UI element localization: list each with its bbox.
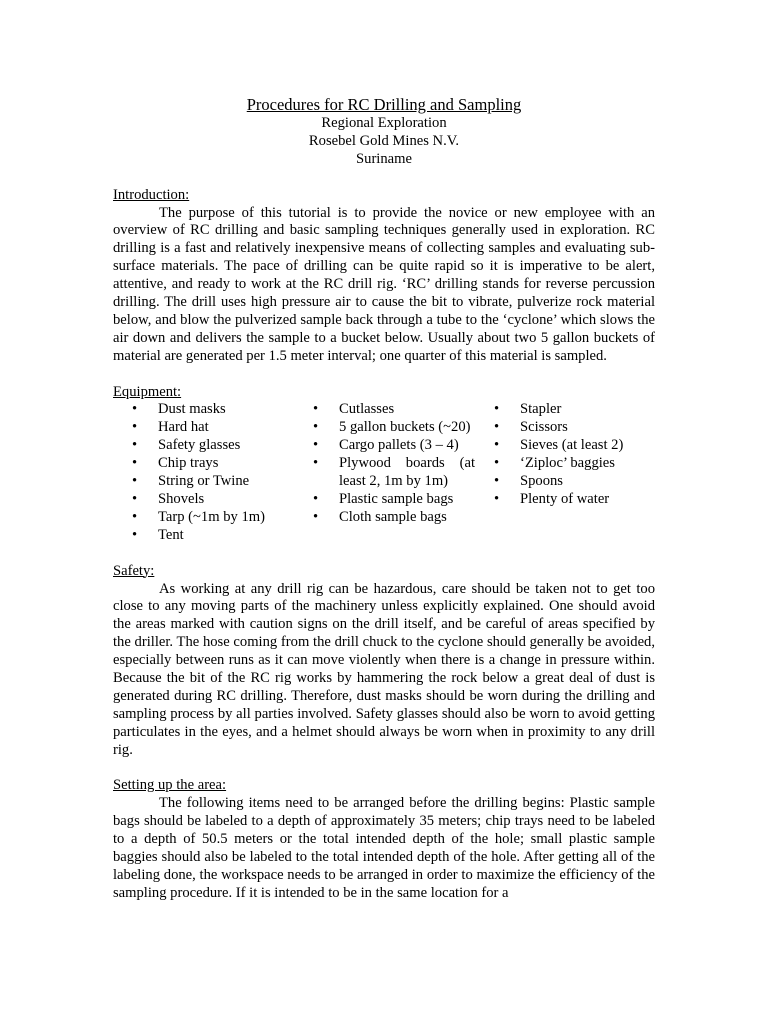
equipment-item-label: Tent: [158, 526, 184, 543]
equipment-item-label: Sieves (at least 2): [520, 437, 624, 454]
equipment-item-label: ‘Ziploc’ baggies: [520, 455, 615, 472]
equipment-item-label: Stapler: [520, 401, 562, 418]
introduction-heading: Introduction:: [113, 186, 190, 203]
bullet-icon: •: [132, 401, 138, 418]
introduction-paragraph: The purpose of this tutorial is to provide the novice or new employee with an overview of RC drilling and basic sampling techniques generally used in exploration. RC drilling is a fast and relatively inexpensive means of collecting samples and evaluating sub-surface materials. The pace of drilling can be quite rapid so it is imperative to be alert, attentive, and ready to work at the RC drill rig. ‘RC’ drilling stands for reverse percussion drilling. The drill uses high pressure air to cause the bit to vibrate, pulverize rock material below, and blow the pulverized sample back through a tube to the ‘cyclone’ which slows the air down and delivers the sample to a bucket below. Usually about two 5 gallon buckets of material are generated per 1.5 meter interval; one quarter of this material is sampled.: [113, 204, 655, 364]
equipment-section: [113, 384, 655, 545]
bullet-icon: •: [132, 491, 138, 507]
bullet-icon: •: [132, 455, 138, 472]
equipment-item-label: Plastic sample bags: [339, 491, 454, 507]
equipment-item-label: String or Twine: [158, 473, 250, 490]
equipment-item: [475, 455, 655, 473]
safety-section: [113, 563, 655, 760]
equipment-item: [475, 401, 655, 419]
safety-heading: Safety:: [113, 562, 155, 579]
equipment-item: [113, 419, 294, 437]
equipment-item: [113, 527, 294, 545]
equipment-item: [475, 491, 655, 509]
equipment-column-2: [294, 401, 475, 544]
bullet-icon: •: [132, 473, 138, 490]
bullet-icon: •: [313, 401, 319, 418]
equipment-item: [294, 455, 475, 491]
introduction-section: [113, 187, 655, 366]
equipment-column-1: [113, 401, 294, 544]
equipment-item: [475, 419, 655, 437]
bullet-icon: •: [313, 455, 319, 472]
bullet-icon: •: [494, 491, 500, 507]
equipment-item: [113, 509, 294, 527]
equipment-item-label: Dust masks: [158, 401, 226, 418]
bullet-icon: •: [132, 419, 138, 436]
equipment-column-3: [475, 401, 655, 544]
bullet-icon: •: [313, 437, 319, 454]
setup-paragraph-clip: [113, 795, 655, 901]
equipment-item-label: Hard hat: [158, 419, 209, 436]
bullet-icon: •: [494, 473, 500, 490]
document-title: Procedures for RC Drilling and Sampling: [246, 95, 522, 114]
bullet-icon: •: [132, 526, 138, 543]
equipment-item-label: Plywood boards (at least 2, 1m by 1m): [339, 455, 475, 490]
equipment-item: [113, 473, 294, 491]
equipment-item-label: Scissors: [520, 419, 568, 436]
bullet-icon: •: [132, 508, 138, 525]
document-page: [113, 95, 655, 901]
equipment-item-label: Cloth sample bags: [339, 508, 447, 525]
equipment-item: [113, 401, 294, 419]
equipment-item-label: Chip trays: [158, 455, 219, 472]
bullet-icon: •: [494, 419, 500, 436]
equipment-item: [113, 455, 294, 473]
bullet-icon: •: [132, 437, 138, 454]
equipment-item: [294, 419, 475, 437]
equipment-item: [475, 473, 655, 491]
equipment-item: [294, 437, 475, 455]
equipment-item: [294, 509, 475, 527]
equipment-item: [294, 491, 475, 509]
setup-section: [113, 777, 655, 901]
safety-paragraph: As working at any drill rig can be hazardous, care should be taken not to get too close to any moving parts of the machinery unless explicitly explained. One should avoid the areas marked with caution signs on the drill itself, and be careful of areas specified by the driller. The hose coming from the drill chuck to the cyclone should generally be avoided, especially between runs as it can move violently when there is a change in pressure within. Because the bit of the RC rig works by hammering the rock below a great deal of dust is generated during RC drilling. Therefore, dust masks should be worn during the drilling and sampling process by all parties involved. Safety glasses should also be worn to avoid getting particulates in the eyes, and a helmet should always be worn when in proximity to any drill rig.: [113, 580, 655, 758]
equipment-item-label: 5 gallon buckets (~20): [339, 419, 471, 436]
equipment-item: [113, 491, 294, 509]
equipment-item-label: Cargo pallets (3 – 4): [339, 437, 459, 454]
setup-heading: Setting up the area:: [113, 777, 227, 794]
equipment-list: [113, 401, 655, 544]
bullet-icon: •: [313, 491, 319, 507]
equipment-item-label: Spoons: [520, 473, 563, 490]
equipment-item-label: Safety glasses: [158, 437, 241, 454]
equipment-item-label: Shovels: [158, 491, 205, 507]
bullet-icon: •: [313, 508, 319, 525]
setup-paragraph: The following items need to be arranged before the drilling begins: Plastic sample bags should be labeled to a depth of approximately 35 meters; chip trays need to be labeled to a depth of 50.5 meters or the total intended depth of the hole; small plastic sample baggies should also be labeled to the total intended depth of the hole. After getting all of the labeling done, the workspace needs to be arranged in order to maximize the efficiency of the sampling procedure. If it is intended to be in the same location for a: [113, 795, 655, 901]
equipment-heading: Equipment:: [113, 383, 182, 400]
bullet-icon: •: [313, 419, 319, 436]
equipment-item-label: Cutlasses: [339, 401, 395, 418]
bullet-icon: •: [494, 401, 500, 418]
equipment-item: [475, 437, 655, 455]
bullet-icon: •: [494, 455, 500, 472]
bullet-icon: •: [494, 437, 500, 454]
equipment-item: [294, 401, 475, 419]
subtitle-region: Regional Exploration: [321, 115, 447, 131]
subtitle-country: Suriname: [356, 150, 412, 167]
equipment-item: [113, 437, 294, 455]
equipment-item-label: Plenty of water: [520, 491, 610, 507]
equipment-item-label: Tarp (~1m by 1m): [158, 508, 265, 525]
subtitle-company: Rosebel Gold Mines N.V.: [308, 132, 460, 149]
